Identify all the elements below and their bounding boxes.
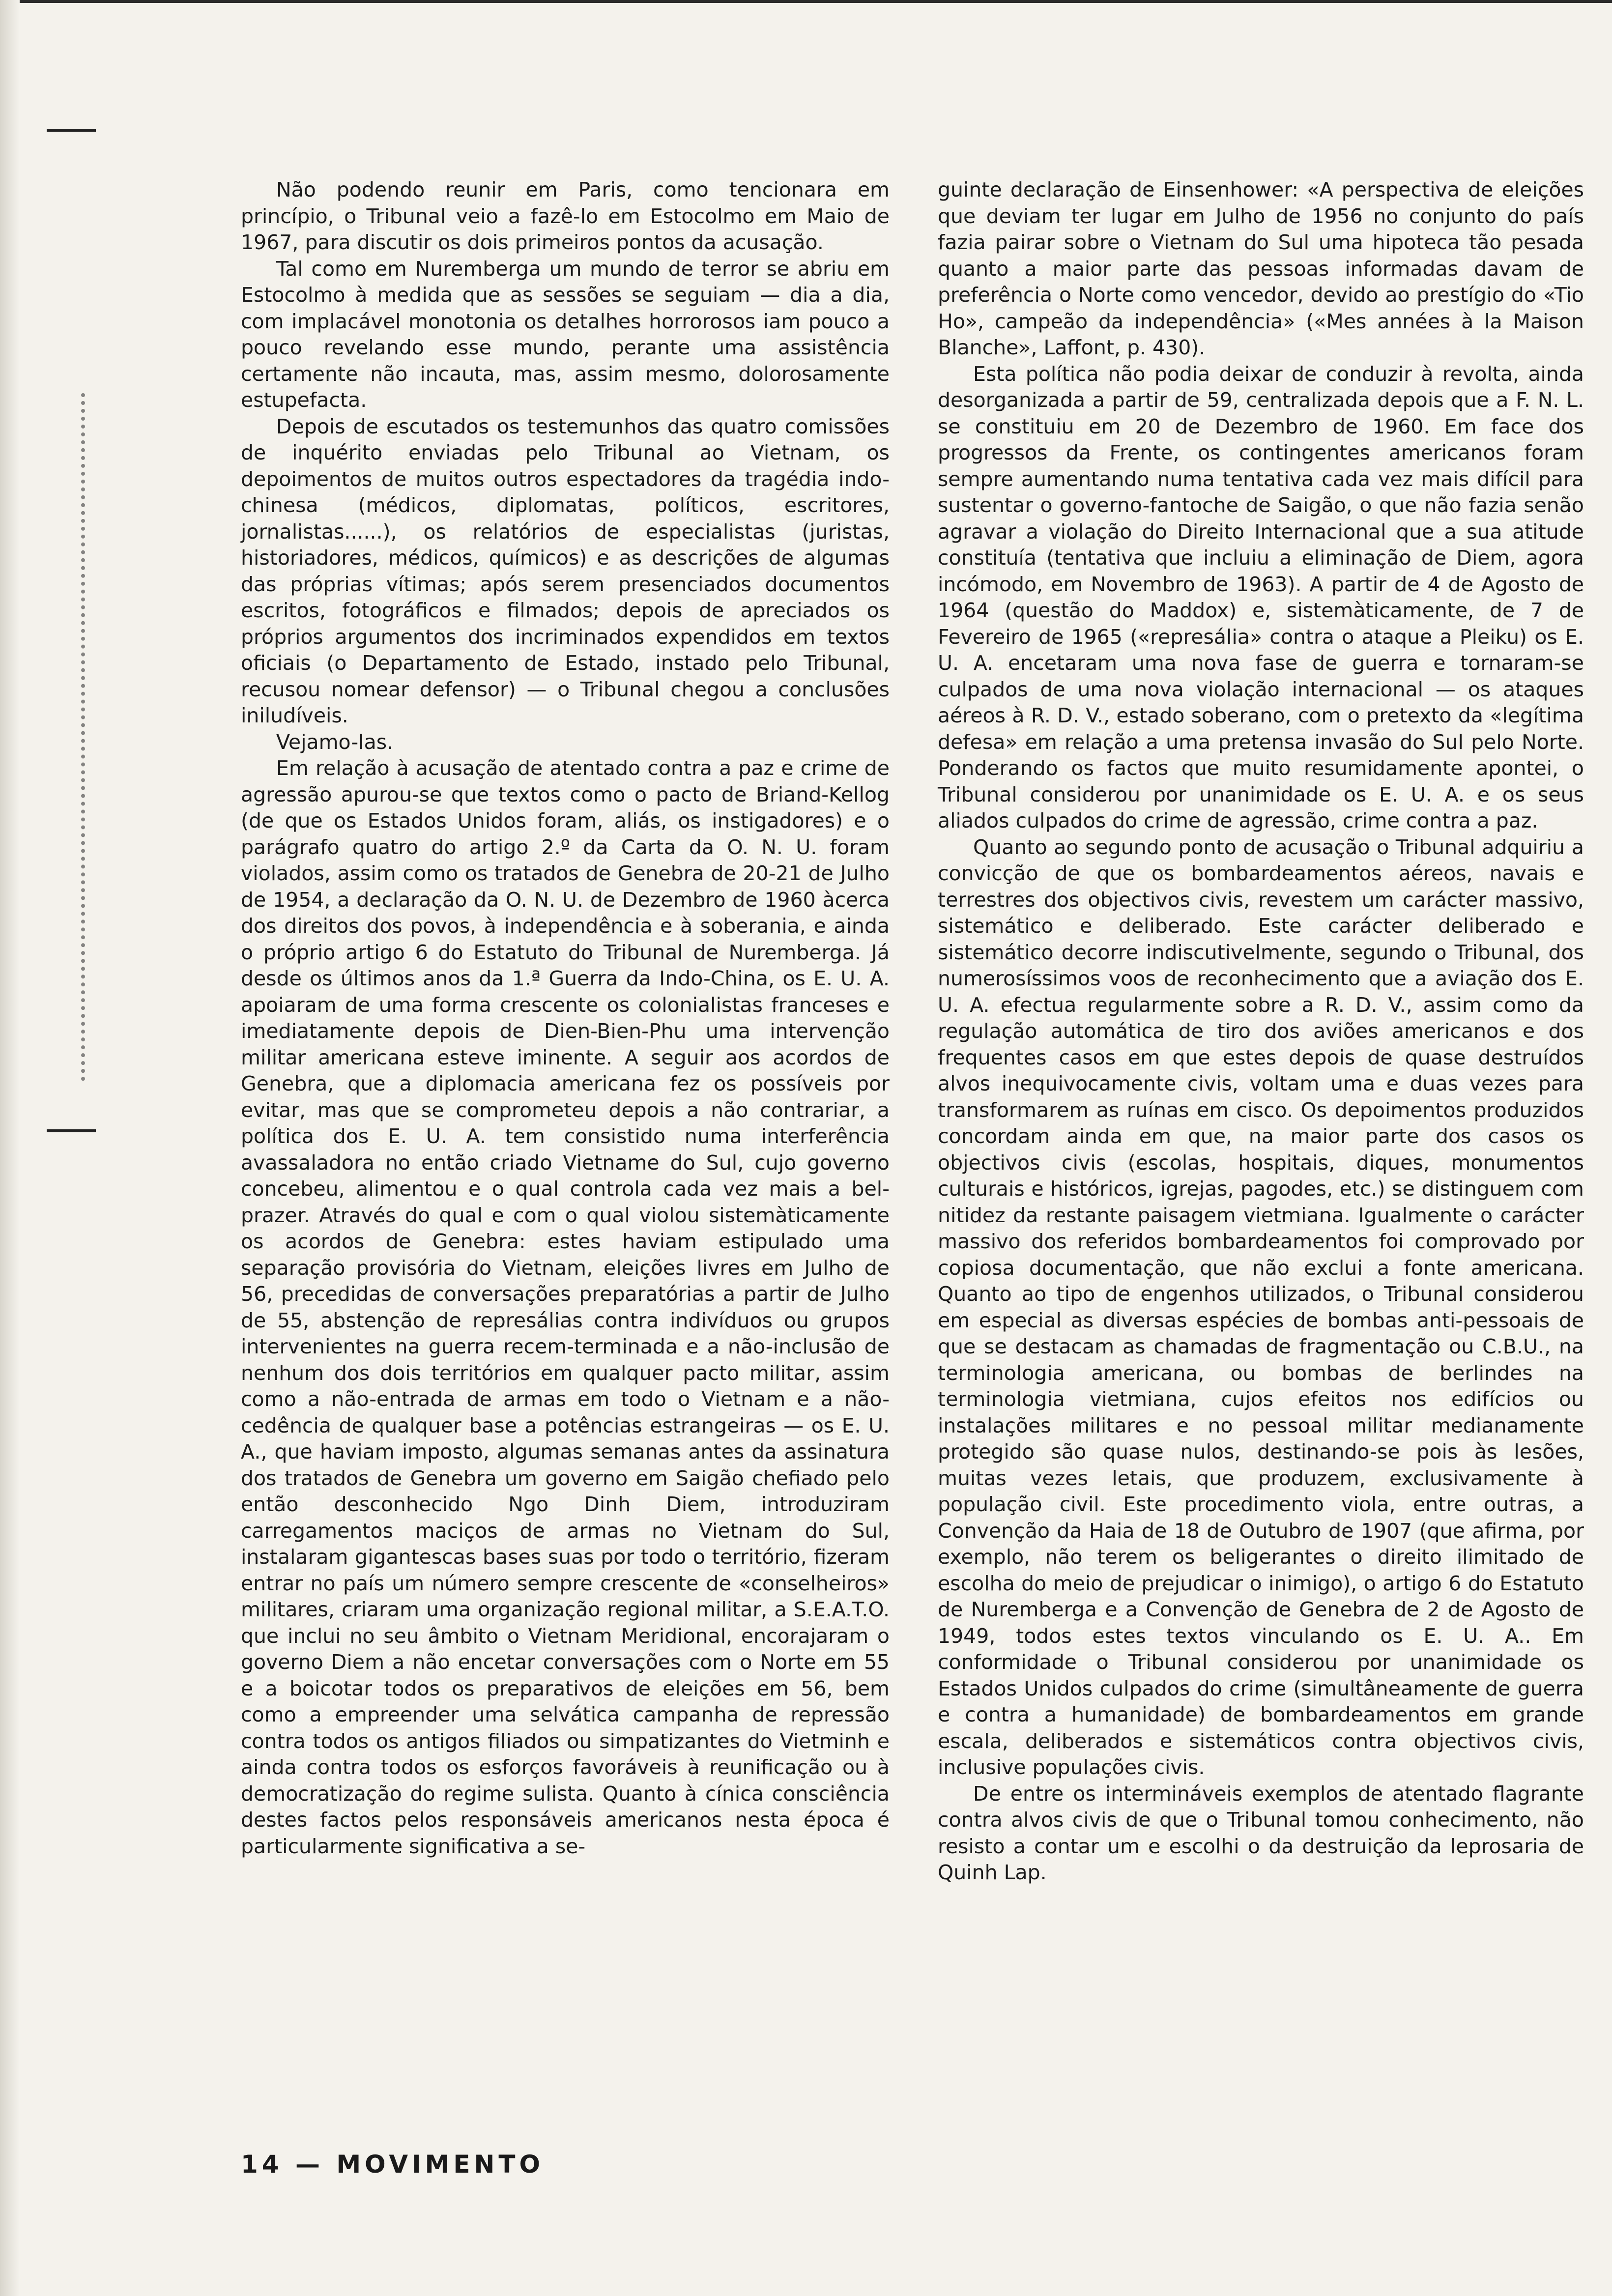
left-paragraph-3: Depois de escutados os testemunhos das quatro comissões de inquérito enviadas pelo Tribunal ao Vietnam, os depoimentos de muitos outros espectadores da tragédia indo-chinesa (médicos, diplomatas, políticos, escritores, jornalistas......), os relatórios de especialistas (juristas, historiadores, médicos, químicos) e as descrições de algumas das próprias vítimas; após serem presenciados documentos escritos, fotográficos e filmados; depois de apreciados os próprios argumentos dos incriminados expendidos em textos oficiais (o Departamento de Estado, instado pelo Tribunal, recusou nomear defensor) — o Tribunal chegou a conclusões iniludíveis. <box>241 414 890 727</box>
right-paragraph-2: Esta política não podia deixar de conduzir à revolta, ainda desorganizada a partir de 59, centralizada depois que a F. N. L. se constituiu em 20 de Dezembro de 1960. Em face dos progressos da Frente, os contingentes americanos foram sempre aumentando numa tentativa cada vez mais difícil para sustentar o governo-fantoche de Saigão, o que não fazia senão agravar a violação do Direito Internacional que a sua atitude constituía (tentativa que incluiu a eliminação de Diem, agora incómodo, em Novembro de 1963). A partir de 4 de Agosto de 1964 (questão do Maddox) e, sistemàticamente, de 7 de Fevereiro de 1965 («represália» contra o ataque a Pleiku) os E. U. A. encetaram uma nova fase de guerra e tornaram-se culpados de uma nova violação internacional — os ataques aéreos à R. D. V., estado soberano, com o pretexto da «legítima defesa» em relação a uma pretensa invasão do Sul pelo Norte. Ponderando os factos que muito resumidamente apontei, o Tribunal considerou por unanimidade os E. U. A. e os seus aliados culpados do crime de agressão, crime contra a paz. <box>938 362 1584 832</box>
page-top-edge <box>0 0 1612 3</box>
right-paragraph-4: De entre os intermináveis exemplos de atentado flagrante contra alvos civis de que o Tribunal tomou conhecimento, não resisto a contar um e escolhi o da destruição da leprosaria de Quinh Lap. <box>938 1781 1584 1884</box>
left-paragraph-4: Vejamo-las. <box>276 730 394 754</box>
margin-mark-top <box>47 129 96 132</box>
right-column <box>938 177 1584 1886</box>
left-paragraph-1: Não podendo reunir em Paris, como tencionara em princípio, o Tribunal veio a fazê-lo em Estocolmo em Maio de 1967, para discutir os dois primeiros pontos da acusação. <box>241 178 890 254</box>
page-left-shadow <box>0 0 20 2296</box>
left-column <box>241 177 890 1860</box>
left-paragraph-2: Tal como em Nuremberga um mundo de terror se abriu em Estocolmo à medida que as sessões se seguiam — dia a dia, com implacável monotonia os detalhes horrorosos iam pouco a pouco revelando esse mundo, perante uma assistência certamente não incauta, mas, assim mesmo, dolorosamente estupefacta. <box>241 257 890 412</box>
left-paragraph-5: Em relação à acusação de atentado contra a paz e crime de agressão apurou-se que textos como o pacto de Briand-Kellog (de que os Estados Unidos foram, aliás, os instigadores) e o parágrafo quatro do artigo 2.º da Carta da O. N. U. foram violados, assim como os tratados de Genebra de 20-21 de Julho de 1954, a declaração da O. N. U. de Dezembro de 1960 àcerca dos direitos dos povos, à independência e à soberania, e ainda o próprio artigo 6 do Estatuto do Tribunal de Nuremberga. Já desde os últimos anos da 1.ª Guerra da Indo-China, os E. U. A. apoiaram de uma forma crescente os colonialistas franceses e imediatamente depois de Dien-Bien-Phu uma intervenção militar americana esteve iminente. A seguir aos acordos de Genebra, que a diplomacia americana fez os possíveis por evitar, mas que se comprometeu depois a não contrariar, a política dos E. U. A. tem consistido numa interferência avassaladora no então criado Vietname do Sul, cujo governo concebeu, alimentou e o qual controla cada vez mais a bel-prazer. Através do qual e com o qual violou sistemàticamente os acordos de Genebra: estes haviam estipulado uma separação provisória do Vietnam, eleições livres em Julho de 56, precedidas de conversações preparatórias a partir de Julho de 55, abstenção de represálias contra indivíduos ou grupos intervenientes na guerra recem-terminada e a não-inclusão de nenhum dos dois territórios em qualquer pacto militar, assim como a não-entrada de armas em todo o Vietnam e a não-cedência de qualquer base a potências estrangeiras — os E. U. A., que haviam imposto, algumas semanas antes da assinatura dos tratados de Genebra um governo em Saigão chefiado pelo então desconhecido Ngo Dinh Diem, introduziram carregamentos maciços de armas no Vietnam do Sul, instalaram gigantescas bases suas por todo o território, fizeram entrar no país um número sempre crescente de «conselheiros» militares, criaram uma organização regional militar, a S.E.A.T.O. que inclui no seu âmbito o Vietnam Meridional, encorajaram o governo Diem a não encetar conversações com o Norte em 55 e a boicotar todos os preparativos de eleições em 56, bem como a empreender uma selvática campanha de repressão contra todos os antigos filiados ou simpatizantes do Vietminh e ainda contra todos os esforços favoráveis à reunificação ou à democratização do regime sulista. Quanto à cínica consciência destes factos pelos responsáveis americanos nesta época é particularmente significativa a se- <box>241 756 890 1858</box>
page-footer: 14 — MOVIMENTO <box>241 2150 544 2179</box>
right-paragraph-3: Quanto ao segundo ponto de acusação o Tribunal adquiriu a convicção de que os bombardeamentos aéreos, navais e terrestres dos objectivos civis, revestem um carácter massivo, sistemático e deliberado. Este carácter deliberado e sistemático decorre indiscutivelmente, segundo o Tribunal, dos numerosíssimos voos de reconhecimento que a aviação dos E. U. A. efectua regularmente sobre a R. D. V., assim como da regulação automática de tiro dos aviões americanos e dos frequentes casos em que estes depois de quase destruídos alvos inequivocamente civis, voltam uma e duas vezes para transformarem as ruínas em cisco. Os depoimentos produzidos concordam ainda em que, na maior parte dos casos os objectivos civis (escolas, hospitais, diques, monumentos culturais e históricos, igrejas, pagodes, etc.) se distinguem com nitidez da restante paisagem vietmiana. Igualmente o carácter massivo dos referidos bombardeamentos foi comprovado por copiosa documentação, que não exclui a fonte americana. Quanto ao tipo de engenhos utilizados, o Tribunal considerou em especial as diversas espécies de bombas anti-pessoais de que se destacam as chamadas de fragmentação ou C.B.U., na terminologia americana, ou bombas de berlindes na terminologia vietmiana, cujos efeitos nos edifícios ou instalações militares e no pessoal militar medianamente protegido são quase nulos, destinando-se pois às lesões, muitas vezes letais, que produzem, exclusivamente à população civil. Este procedimento viola, entre outras, a Convenção da Haia de 18 de Outubro de 1907 (que afirma, por exemplo, não terem os beligerantes o direito ilimitado de escolha do meio de prejudicar o inimigo), o artigo 6 do Estatuto de Nuremberga e a Convenção de Genebra de 2 de Agosto de 1949, todos estes textos vinculando os E. U. A.. Em conformidade o Tribunal considerou por unanimidade os Estados Unidos culpados do crime (simultâneamente de guerra e contra a humanidade) de bombardeamentos em grande escala, deliberados e sistemáticos contra objectivos civis, inclusive populações civis. <box>938 835 1584 1779</box>
margin-mark-bottom <box>47 1129 96 1132</box>
right-paragraph-1: guinte declaração de Einsenhower: «A perspectiva de eleições que deviam ter lugar em Julho de 1956 no conjunto do país fazia pairar sobre o Vietnam do Sul uma hipoteca tão pesada quanto a maior parte das pessoas informadas davam de preferência o Norte como vencedor, devido ao prestígio do «Tio Ho», campeão da independência» («Mes années à la Maison Blanche», Laffont, p. 430). <box>938 178 1584 359</box>
binding-stitch-marks <box>81 393 105 1081</box>
